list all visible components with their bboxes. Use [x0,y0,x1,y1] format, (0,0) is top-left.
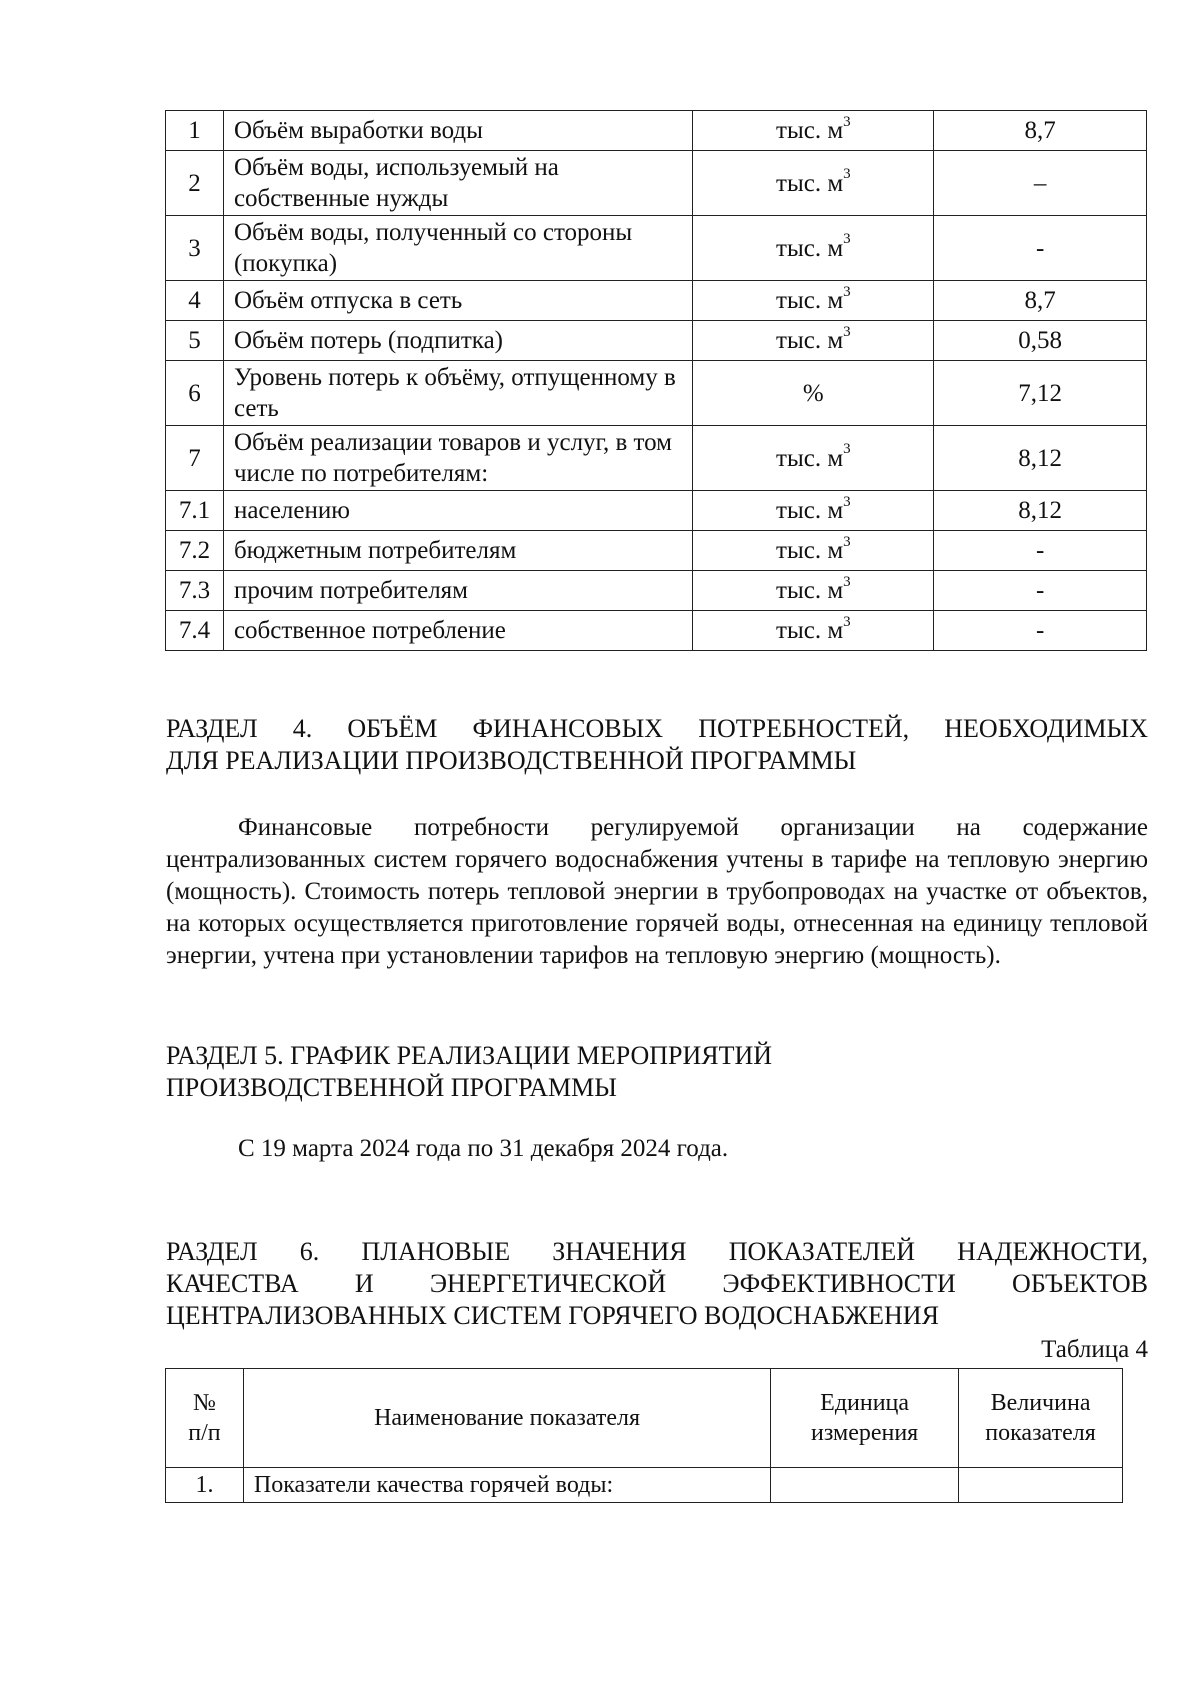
row-name: населению [223,491,693,531]
table-row [166,361,1147,426]
section-4-heading-line2: ДЛЯ РЕАЛИЗАЦИИ ПРОИЗВОДСТВЕННОЙ ПРОГРАММЫ [166,746,857,775]
section-5-heading-line2: ПРОИЗВОДСТВЕННОЙ ПРОГРАММЫ [166,1073,617,1102]
row-name: Уровень потерь к объёму, отпущенному в сеть [223,361,693,426]
table-row [166,151,1147,216]
row-value: 8,7 [934,111,1147,151]
header-unit-line1: Единица [820,1390,910,1416]
row-unit [693,611,934,651]
row-number: 5 [166,321,224,361]
header-value [959,1369,1123,1468]
row-name: Объём отпуска в сеть [223,281,693,321]
header-name: Наименование показателя [243,1369,770,1468]
row-unit [693,321,934,361]
row-unit [693,361,934,426]
section-5-paragraph-text: С 19 марта 2024 года по 31 декабря 2024 года. [238,1135,729,1162]
table-row [166,571,1147,611]
section-4-heading-line1: РАЗДЕЛ 4. ОБЪЁМ ФИНАНСОВЫХ ПОТРЕБНОСТЕЙ, НЕОБХОДИМЫХ [166,714,1148,743]
section-4-paragraph-text: Финансовые потребности регулируемой организации на содержание централизованных систем горячего водоснабжения учтены в тарифе на тепловую энергию (мощность). Стоимость потерь тепловой энергии в трубопроводах на участке от объектов, на которых осуществляется приготовление горячей воды, отнесенная на единицу тепловой энергии, учтена при установлении тарифов на тепловую энергию (мощность). [166,814,1148,969]
table-row [166,321,1147,361]
row-unit [693,531,934,571]
unit-text: тыс. м [776,327,844,354]
unit-text: тыс. м [776,169,844,197]
unit-text: тыс. м [776,497,844,524]
header-num-line1: № [193,1390,216,1416]
row-number: 7 [166,426,224,491]
table-row [166,281,1147,321]
row-name: Объём выработки воды [223,111,693,151]
production-volumes-table [165,110,1147,651]
unit-superscript: 3 [843,441,851,458]
header-unit [771,1369,959,1468]
header-value-line1: Величина [990,1390,1091,1416]
row-number: 2 [166,151,224,216]
unit-superscript: 3 [843,166,851,183]
row-unit [693,426,934,491]
unit-text: тыс. м [776,537,844,564]
table-4-caption: Таблица 4 [1041,1336,1148,1363]
unit-text: тыс. м [776,234,844,262]
unit-superscript: 3 [843,231,851,248]
row-value: 7,12 [934,361,1147,426]
row-name: Объём воды, используемый на собственные нужды [223,151,693,216]
row-unit [693,571,934,611]
header-unit-line2: измерения [811,1420,919,1446]
unit-superscript: 3 [843,323,851,340]
row-value: - [934,216,1147,281]
section-6-heading-line1: РАЗДЕЛ 6. ПЛАНОВЫЕ ЗНАЧЕНИЯ ПОКАЗАТЕЛЕЙ НАДЕЖНОСТИ, [166,1237,1148,1266]
row-value: 8,7 [934,281,1147,321]
indicators-table-header-row [166,1369,1123,1468]
indicators-table-body [166,1369,1123,1503]
table-row [166,426,1147,491]
unit-superscript: 3 [843,493,851,510]
table-row [166,1468,1123,1503]
row-value: 8,12 [934,426,1147,491]
row-value [959,1468,1123,1503]
indicators-table [165,1368,1123,1503]
row-name: Объём реализации товаров и услуг, в том числе по потребителям: [223,426,693,491]
section-5-heading-line1: РАЗДЕЛ 5. ГРАФИК РЕАЛИЗАЦИИ МЕРОПРИЯТИЙ [166,1041,773,1070]
header-num [166,1369,244,1468]
row-name: Показатели качества горячей воды: [243,1468,770,1503]
row-unit [693,281,934,321]
row-number: 1. [166,1468,244,1503]
row-unit [693,151,934,216]
unit-superscript: 3 [843,573,851,590]
row-name: собственное потребление [223,611,693,651]
row-value: - [934,611,1147,651]
unit-superscript: 3 [843,113,851,130]
table-row [166,216,1147,281]
unit-text: тыс. м [776,117,844,144]
row-value: – [934,151,1147,216]
row-number: 7.4 [166,611,224,651]
unit-text: тыс. м [776,287,844,314]
table-row [166,531,1147,571]
unit-text: тыс. м [776,444,844,472]
row-number: 1 [166,111,224,151]
section-4-paragraph [166,812,1148,972]
row-name: Объём воды, полученный со стороны (покупка) [223,216,693,281]
section-4-heading [166,713,1148,777]
header-num-line2: п/п [188,1420,221,1446]
unit-text: % [802,379,824,407]
unit-text: тыс. м [776,617,844,644]
row-value: 0,58 [934,321,1147,361]
unit-superscript: 3 [843,613,851,630]
unit-text: тыс. м [776,577,844,604]
table-row [166,111,1147,151]
row-number: 7.1 [166,491,224,531]
section-5-paragraph [166,1133,1148,1165]
row-number: 3 [166,216,224,281]
row-name: бюджетным потребителям [223,531,693,571]
row-unit [693,216,934,281]
production-volumes-table-body [166,111,1147,651]
row-unit [693,111,934,151]
row-unit [693,491,934,531]
unit-superscript: 3 [843,533,851,550]
section-6-heading-line2: КАЧЕСТВА И ЭНЕРГЕТИЧЕСКОЙ ЭФФЕКТИВНОСТИ ОБЪЕКТОВ [166,1269,1148,1298]
section-5-heading [166,1040,1148,1104]
header-value-line2: показателя [985,1420,1096,1446]
row-unit [771,1468,959,1503]
row-number: 7.3 [166,571,224,611]
row-name: прочим потребителям [223,571,693,611]
section-6-heading [166,1236,1148,1332]
table-row [166,611,1147,651]
row-value: - [934,531,1147,571]
row-number: 4 [166,281,224,321]
section-6-heading-line3: ЦЕНТРАЛИЗОВАННЫХ СИСТЕМ ГОРЯЧЕГО ВОДОСНАБЖЕНИЯ [166,1301,939,1330]
row-name: Объём потерь (подпитка) [223,321,693,361]
row-value: 8,12 [934,491,1147,531]
row-value: - [934,571,1147,611]
row-number: 7.2 [166,531,224,571]
row-number: 6 [166,361,224,426]
table-row [166,491,1147,531]
unit-superscript: 3 [843,283,851,300]
